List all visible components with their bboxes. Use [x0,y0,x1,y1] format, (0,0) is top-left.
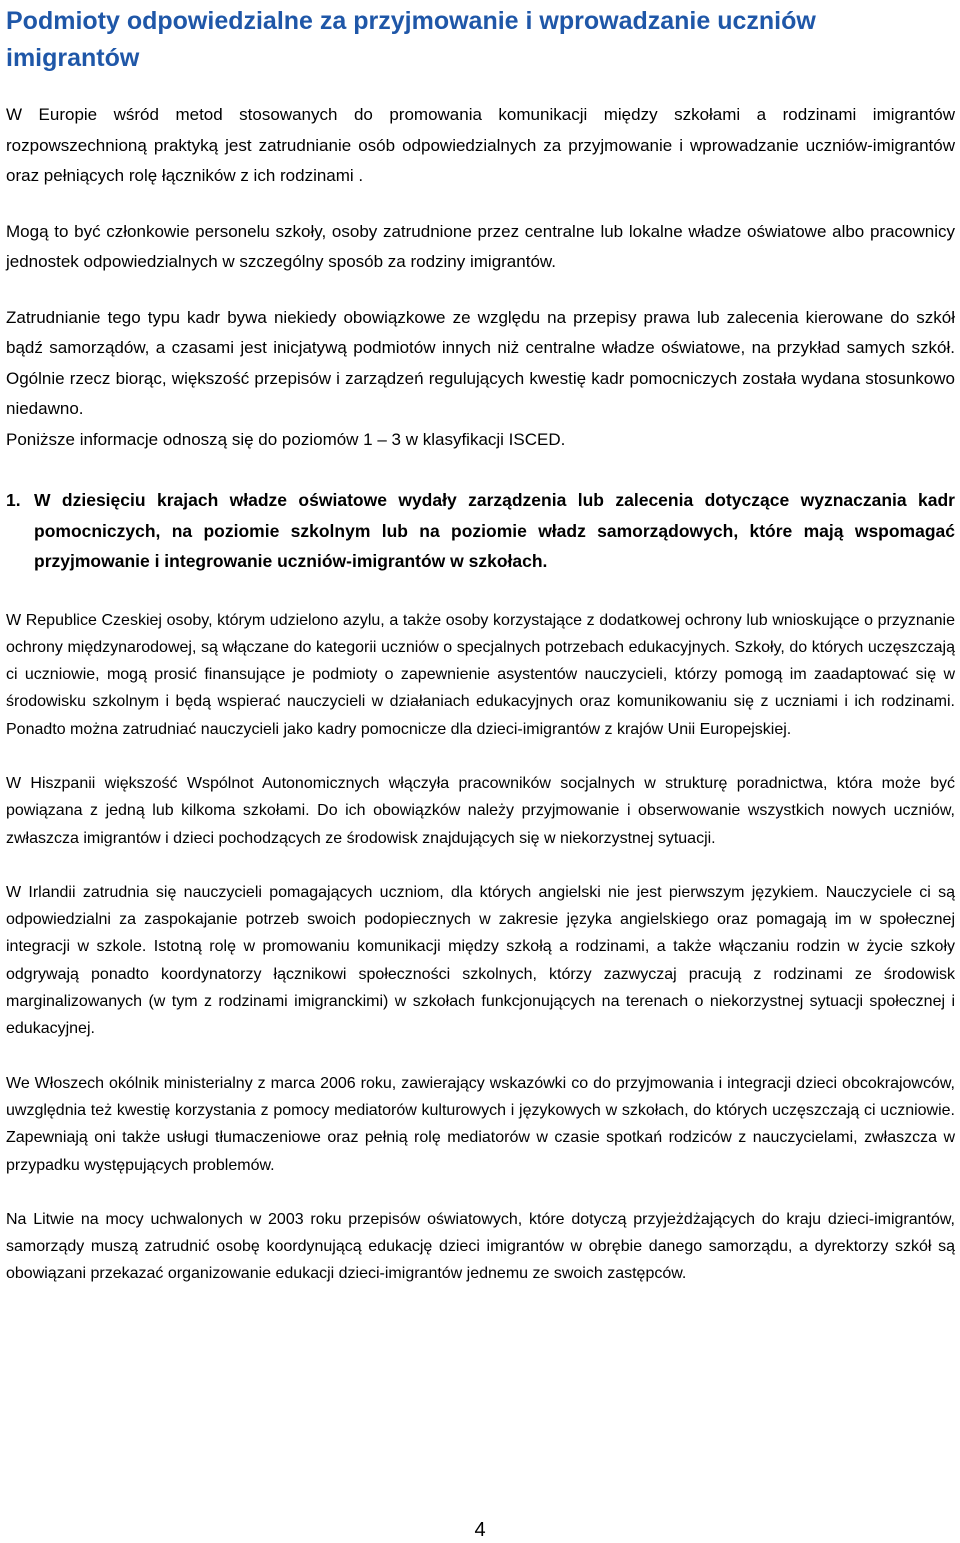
section-heading [6,485,955,577]
intro-paragraph-1: W Europie wśród metod stosowanych do promowania komunikacji między szkołami a rodzinami imigrantów rozpowszechnioną praktyką jest zatrudnianie osób odpowiedzialnych za przyjmowanie i wprowadzanie uczniów-imigrantów oraz pełniących rolę łączników z ich rodzinami . [6,105,955,185]
intro-paragraph-2: Mogą to być członkowie personelu szkoły, osoby zatrudnione przez centralne lub lokalne władze oświatowe albo pracownicy jednostek odpowiedzialnych w szczególny sposób za rodziny imigrantów. [6,221,955,271]
section-number: 1. [6,490,21,510]
country-paragraph-czech: W Republice Czeskiej osoby, którym udzielono azylu, a także osoby korzystające z dodatkowej ochrony lub wnioskujące o przyznanie ochrony międzynarodowej, są włączane do kategorii uczniów o specjalnych potrzebach edukacyjnych. Szkoły, do których uczęszczają ci uczniowie, mogą prosić finansujące je podmioty o zapewnienie asystentów nauczycieli, którzy pomogą im zaadaptować się w środowisku szkolnym i będą wspierać nauczycieli w działaniach edukacyjnych oraz komunikowaniu się z uczniami i ich rodzinami. Ponadto można zatrudniać nauczycieli jako kadry pomocnicze dla dzieci-imigrantów z krajów Unii Europejskiej. [6,611,955,738]
document-page [6,0,955,1288]
page-number: 4 [474,1519,486,1541]
page-title: Podmioty odpowiedzialne za przyjmowanie i wprowadzanie uczniów imigrantów [6,7,816,72]
country-section [6,607,955,1288]
country-paragraph-spain: W Hiszpanii większość Wspólnot Autonomicznych włączyła pracowników socjalnych w strukturę poradnictwa, która może być powiązana z jedną lub kilkoma szkołami. Do ich obowiązków należy przyjmowanie i obserwowanie wszystkich nowych uczniów, zwłaszcza imigrantów i dzieci pochodzących ze środowisk znajdujących się w niekorzystnej sytuacji. [6,774,955,847]
section-heading-text: W dziesięciu krajach władze oświatowe wydały zarządzenia lub zalecenia dotyczące wyznaczania kadr pomocniczych, na poziomie szkolnym lub na poziomie władz samorządowych, które mają wspomagać przyjmowanie i integrowanie uczniów-imigrantów w szkołach. [34,490,955,571]
intro-section [6,100,955,455]
country-paragraph-ireland: W Irlandii zatrudnia się nauczycieli pomagających uczniom, dla których angielski nie jest pierwszym językiem. Nauczyciele ci są odpowiedzialni za zaspokajanie potrzeb swoich podopiecznych w zakresie języka angielskiego oraz pomagają im w społecznej integracji w szkole. Istotną rolę w promowaniu komunikacji między szkołą a rodzinami, a także włączaniu rodzin w życie szkoły odgrywają ponadto koordynatorzy łącznikowi społeczności szkolnych, którzy zazwyczaj pracują z rodzinami ze środowisk marginalizowanych (w tym z rodzinami imigranckimi) w szkołach funkcjonujących na terenach o niekorzystnej sytuacji społecznej i edukacyjnej. [6,883,955,1038]
intro-paragraph-4: Poniższe informacje odnoszą się do poziomów 1 – 3 w klasyfikacji ISCED. [6,429,566,449]
country-paragraph-lithuania: Na Litwie na mocy uchwalonych w 2003 roku przepisów oświatowych, które dotyczą przyjeżdżających do kraju dzieci-imigrantów, samorządy muszą zatrudnić osobę koordynującą edukację dzieci imigrantów w obrębie danego samorządu, a dyrektorzy szkół są obowiązani przekazać organizowanie edukacji dzieci-imigrantów jednemu ze swoich zastępców. [6,1210,955,1283]
country-paragraph-italy: We Włoszech okólnik ministerialny z marca 2006 roku, zawierający wskazówki co do przyjmowania i integracji dzieci obcokrajowców, uwzględnia też kwestię korzystania z pomocy mediatorów kulturowych i językowych w szkołach, do których uczęszczają ci uczniowie. Zapewniają oni także usługi tłumaczeniowe oraz pełnią rolę mediatorów w czasie spotkań rodziców z nauczycielami, zwłaszcza w przypadku występujących problemów. [6,1074,955,1174]
intro-paragraph-3: Zatrudnianie tego typu kadr bywa niekiedy obowiązkowe ze względu na przepisy prawa lub zalecenia kierowane do szkół bądź samorządów, a czasami jest inicjatywą podmiotów innych niż centralne władze oświatowe, na przykład samych szkół. Ogólnie rzecz biorąc, większość przepisów i zarządzeń regulujących kwestię kadr pomocniczych została wydana stosunkowo niedawno. [6,307,955,418]
